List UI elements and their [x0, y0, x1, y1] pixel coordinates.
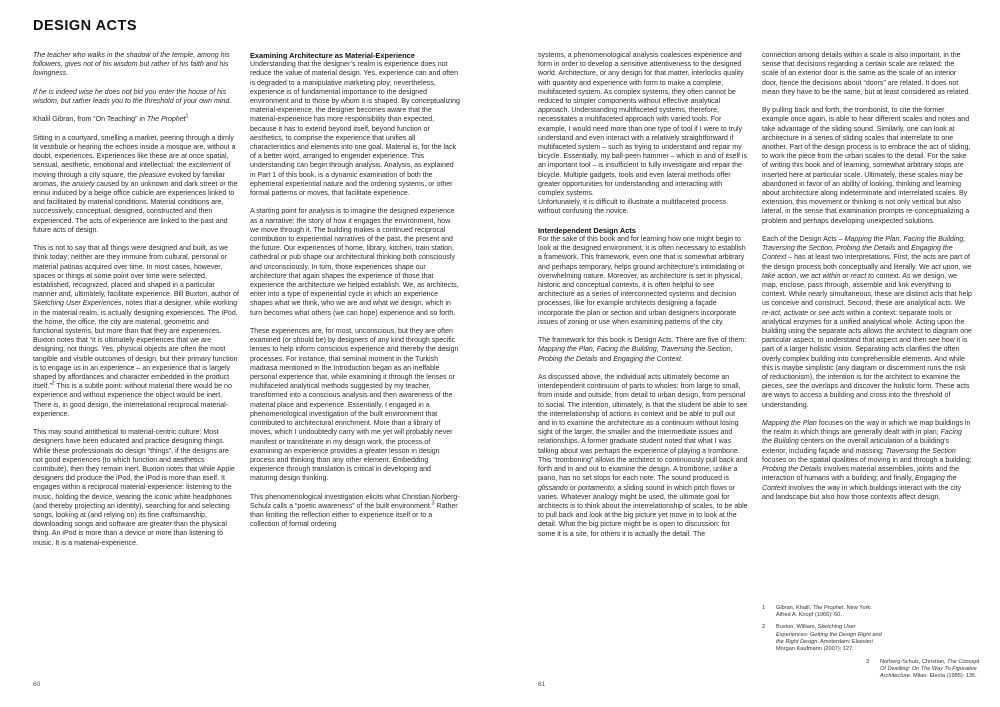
text-run: . [681, 355, 683, 363]
attribution-text: Khalil Gibran, from “On Teaching” in [33, 116, 147, 124]
text-run: Each of the Design Acts – [762, 236, 845, 244]
text-run: , we [958, 263, 972, 271]
column-1 [33, 51, 240, 557]
text-run: , notes that a designer, while working in the material realm, is actually designing experiences. The iPod, the home, the office, the city are material, geometric and functional systems, but more than that they are experiences. Buxton notes that “it is ultimately experiences that we are designing, not things. Yes, physical objects are often the most tangible and visible outcomes of design, but their primary function is to engage us in an experience – an experience that is largely shaped by affordances and character embedded in the product itself.” [33, 300, 238, 391]
text-run: or [567, 484, 578, 492]
text-run: . New York: Alfred A. Knopf (1966): 60. [776, 605, 872, 619]
book-title: Sketching User Experiences [33, 300, 122, 308]
emphasis: act upon [931, 263, 959, 271]
text-run: context. As we design, we map, enclose, pass through, assemble and link everything to context. While nearly simultaneous, these are distinct acts that help us conceive and construct. Second, these are analytical acts. We [762, 272, 972, 308]
book-title: The Concept Of Dwelling: On The Way To Figurative Architecture [880, 659, 980, 680]
emphasis: see acts [818, 309, 845, 317]
section-heading: Interdependent Design Acts [538, 225, 636, 235]
footnote-ref-1: 1 [185, 114, 189, 121]
text-run: or [808, 309, 819, 317]
paragraph: A starting point for analysis is to imagine the designed experience as a narrative: the story of how it engages the environment, how we move through it. The building makes a continued reciprocal contribution to experiential narratives of the past, the present and the future. Our experiences of home, library, kitchen, train station, cathedral or pub shape our architectural thinking both consciously and unconsciously. In turn, those experiences shape our architecture that again shapes the experience of those that experience the architecture we helped establish. We, as architects, enter into a type of experiential cycle in which an experience shapes what we think, who we are and what we design, which in turn becomes what others (we can hope) experience and so forth. [250, 208, 459, 317]
text-run: . Milan: Electa (1985): 135. [909, 673, 977, 680]
paragraph: Understanding that the designer’s realm is experience does not reduce the value of material design. Yes, experience can and often is degraded to a manipulative marketing ploy; nevertheless, experience is of fundamental importance to the designed environment and to those by whom it is shaped. By conceptualizing material-experience, the designer becomes aware that the material-experience has more responsibility than expected, because it has to extend beyond itself, beyond function or aesthetics, to comprise the experience that unifies all characteristics and elements into one goal. Material is, for the lack of a better word, arranged to engender experience. This understanding can begin through analysis. Analysis, as explained in Part 1 of this book, is a dynamic examination of both the ephemeral experiential nature and the ordering systems, or other formal patterns or moves, that facilitate experience. [250, 61, 460, 198]
text-run: Norberg-Schulz, Christian, [880, 659, 948, 665]
acts-list: Mapping the Plan, Facing the Building, Traversing the Section, Probing the Details [538, 346, 733, 363]
text-run: Unfortunately, it is difficult to illustrate a multifaceted process without confusing the novice. [538, 199, 727, 216]
epigraph-2: If he is indeed wise he does not bid you enter the house of his wisdom, but rather leads you to the threshold of your own mind. [33, 88, 232, 105]
epigraph-attribution [33, 115, 240, 124]
text-run: As discussed above, the individual acts ultimately become an interdependent continuum of parts to wholes: from large to small, from inside and outside, from detail to urban design, from personal to social. The intention, ultimately, is that the student be able to see the interrelationship of actions in context and be able to pull out and in to examine the architecture as a continuum without losing sight of the larger, the smaller and the intermediate issues and relationships. A former graduate student noted that what I was talking about was perhaps the experience of playing a trombone. This “tromboning” allows the architect to continuously pull back and forth and in and out to examine the design. A trombone, unlike a piano, has no set stops for each note. The sound produced is [538, 374, 748, 483]
text-run: This phenomenological investigation elicits what Christian Norberg-Schulz calls a “poetic awareness” of the built environment. [250, 493, 460, 510]
footnote-1 [762, 605, 882, 619]
acts-list: Engaging the Context [762, 245, 953, 262]
footnote-number: 1 [762, 605, 766, 611]
page-number-right: 61 [538, 681, 546, 688]
emphasis: react to [850, 272, 875, 280]
emphasis: take action [762, 272, 797, 280]
column-2 [250, 51, 460, 539]
column-3 [538, 51, 748, 548]
emphasis: anxiety [72, 180, 95, 188]
paragraph [538, 336, 748, 364]
footnotes-right [866, 659, 986, 686]
emphasis: re-act, activate [762, 309, 809, 317]
text-run: The framework for this book is Design Acts. There are five of them: [538, 337, 747, 345]
acts-list: Engaging the Context [613, 355, 682, 363]
text-run: systems, a phenomenological analysis coalesces experience and form in order to develop a sensitive attentiveness to the designed world. Architecture, or any design for that matter, interlocks quality with quantity and experience with form to make a complete, multifaceted system. As complex systems, they often cannot be reduced to simpler components without effective analytical approach. Understanding multifaceted systems, therefore, necessitates a multifaceted approach with varied tools. For example, I would need more than one type of tool if I were to truly understand and even interact with a relatively straightforward if multifaceted system – such as trying to understand and repair my bicycle. Essentially, my ball-peen hammer – which in and of itself is an important tool – is insufficient to fully investigate and repair the bicycle. Multiple gadgets, tools and even lateral methods offer greater opportunities for understanding and interacting with complex systems. [538, 52, 748, 198]
emphasis: act within [810, 272, 841, 280]
text-run: Sitting in a courtyard, smelling a market, peering through a dimly lit vestibule or hearing the echoes inside a mosque are, without a doubt, experiences. Experiences like these are at once spatial, sensual, aesthetic, emotional and intellectual: the [33, 134, 236, 170]
paragraph [250, 493, 460, 530]
text-run: This is a subtle point: without material there would be no experience and without experience the object would be inert. There is, in good design, the interrelational reciprocal material-experience. [33, 383, 232, 418]
footnote-number: 2 [762, 624, 766, 631]
text-run: centers on the overall articulation of a building’s exterior, including façade and massing; [762, 438, 950, 455]
section-heading: Examining Architecture as Material-Experience [250, 51, 415, 60]
attribution-book: The Prophet [146, 116, 186, 124]
text-run: Rather than limiting the reflection either to experience itself or to a collection of formal ordering [250, 502, 458, 529]
text-run: , a sliding sound in which pitch flows or varies. Whatever analogy might be used, the ultimate goal for architects is to think about the interrelationship of scales, to be able to pull back and look at the big picture yet move in to look at the detail. What the big picture might be is open to discussion: for some it is a site, for others it is actually the detail. The [538, 484, 748, 538]
emphasis: portamento [577, 484, 614, 492]
text-run: of moving through a city square, the [33, 162, 231, 179]
text-run: involves the way in which buildings interact with the city and landscape but also how those contexts affect design. [762, 484, 961, 501]
footnotes-left [762, 605, 882, 658]
paragraph [762, 235, 972, 410]
emphasis: glissando [538, 484, 568, 492]
paragraph [762, 419, 972, 502]
text-run: – has at least two interpretations. First, the acts are part of the design process both conceptually and literally. We [762, 254, 970, 271]
paragraph: This may sound antithetical to material-centric culture: Most designers have been educated and practice designing things. While these professionals do design “things”, if the designs are not good experiences (to which function and aesthetics contribute), then they remain inert. Buxton notes that while Apple designers did produce the iPod, the iPod is more than itself. It engages within a reciprocal material-experience: listening to the music, holding the device, wearing the iconic white headphones (and thereby projecting an identity), searching for and selecting songs, looking at (and relying on) its fine craftsmanship, downloading songs and software are greater than the physical thing. An iPod is more than a device or more than listening to music. It is a material-experience. [33, 429, 235, 547]
epigraph-1: The teacher who walks in the shadow of the temple, among his followers, gives not of his wisdom but rather of his faith and his lovingness. [33, 52, 230, 78]
act-name: Mapping the Plan [762, 420, 817, 428]
text-run: evoked by familiar aromas, the [33, 171, 225, 188]
paragraph [538, 373, 748, 539]
footnote-2 [762, 624, 882, 653]
paragraph [33, 244, 240, 419]
act-name: Engaging the Context [762, 475, 957, 492]
text-run: and [597, 355, 614, 363]
acts-list: Mapping the Plan, Facing the Building, Traversing the Section, Probing the Details [762, 236, 966, 253]
text-run: focuses on the way in which we map buildings in the realm in which things are generally dealt with in plan; [762, 420, 971, 437]
text-run: within a context: separate tools or analytical enzymes for a unified analytical whole. Acting upon the building using the separate acts allows the architect to diagram one particular aspect, to understand that aspect and then see how it is part of a larger holistic vision. Separating acts clarifies the often overly complex building into comprehensible elements. And while this is maybe simplistic (any diagram or discernment runs the risk of reductionism), the intention is for the architect to examine the pieces, see the overlaps and discover the holistic form. These acts are ways to access a building and cross into the threshold of understanding. [762, 309, 972, 409]
act-name: Facing the Building [762, 429, 962, 446]
emphasis: excitement [188, 162, 223, 170]
book-title: The Prophet [812, 605, 844, 611]
text-run: focuses on the spatial qualities of moving in and through a building; [762, 456, 972, 464]
text-run: Buxton, William, [776, 624, 818, 631]
paragraph: By pulling back and forth, the trombonist, to cite the former example once again, is able to hear different scales and notes and take advantage of the sliding sound. Similarly, one can look at architecture in a series of sliding scales that interrelate to one another. Part of the design process is to embrace the act of sliding, to work the piece from the urban scales to the detail. For the sake of writing this book and of learning, somewhat arbitrary stops are inserted here at particular scale. Ultimately, these scales may be abandoned in favor of an ability of looking, thinking and learning about architecture along indeterminate and interrelated scales. By extension, this movement or thinking is not only vertical but also lateral, in the sense that examination prompts re-conceptualizing a problem and perhaps developing unexpected solutions. [762, 107, 971, 225]
text-run: or [840, 272, 851, 280]
emphasis: pleasure [139, 171, 167, 179]
text-run: . Amsterdam: Elsevier/ Morgan Kaufmann (2007): 127. [776, 638, 874, 653]
chapter-title: DESIGN ACTS [33, 18, 138, 34]
footnote-ref-2: 2 [51, 380, 55, 387]
footnote-ref-3: 3 [431, 500, 435, 507]
act-name: Probing the Details [762, 466, 822, 474]
paragraph: connection among details within a scale is also important, in the sense that decisions regarding a certain scale are related: the scale of an exterior door is the same as the scale of an interior door, hence the decisions about “doors” are related. It does not mean they have to be the same, but at least considered as related. [762, 52, 971, 96]
column-4 [762, 51, 972, 511]
act-name: Traversing the Section [885, 447, 956, 455]
text-run: This is not to say that all things were designed and built, as we think today; neither are they immune from cultural, personal or material patinas acquired over time. In most cases, however, spaces or things at some point over time were selected, established, recognized, placed and shaped in a particular manner and, ultimately, facilitate experience. Bill Buxton, author of [33, 245, 239, 299]
text-run: involves material assemblies, joints and the interaction of humans with a building; and finally, [762, 466, 960, 483]
paragraph: For the sake of this book and for learning how one might begin to look at the designed environment, it is often necessary to establish a framework. This framework, even one that is somewhat arbitrary and perhaps temporary, helps ground architecture’s intimidating or overwhelming nature. Moreover, as architecture is set in physical, historic and conceptual contexts, it is often helpful to see architecture as a series of interconnected systems and decision processes, like for example architects designing a façade incorporate the plan or section and urban designers incorporate issues of zoning or use when examining patterns of the city. [538, 236, 746, 326]
text-run: caused by an unknown and dark street or the ennui induced by a beige office cubicle are experiences linked to and facilitated by material conditions. Material conditions are, successively, conceptual, designed, constructed and then experienced. The acts of experience are linked to the past and future acts of design. [33, 180, 238, 234]
text-run: Gibran, Khalil, [776, 605, 813, 611]
footnote-number: 3 [866, 659, 870, 665]
paragraph [538, 51, 748, 217]
book-title: Sketching User Experiences: Getting the Design Right and the Right Design [776, 624, 882, 645]
text-run: , we [796, 272, 811, 280]
text-run: and [895, 245, 912, 253]
paragraph: These experiences are, for most, unconscious, but they are often examined (or should be) by designers of any kind through specific lenses to help inform conscious experience and thereby the design processes. For instance, that seminal moment in the Turkish madrasa mentioned in the Introduction began as an ineffable personal experience that, while examining it through the lenses or multifaceted analytical methods suggested by my teacher, transformed into a conscious analysis and then awareness of the material place and experience. Essentially, I engaged in a phenomenological investigation of the built environment that contributed to architectural enrichment. More than a library of moves, which I undoubtedly carry with me yet will probably never manifest or transliterate in my design work, the process of examining an experience provides a greater lesson in design process and thinking than any other element. Embedding experience through translation is critical in developing and maturing design thinking. [250, 328, 459, 483]
footnote-3 [866, 659, 986, 681]
paragraph [33, 134, 240, 235]
page-number-left: 60 [33, 681, 41, 688]
